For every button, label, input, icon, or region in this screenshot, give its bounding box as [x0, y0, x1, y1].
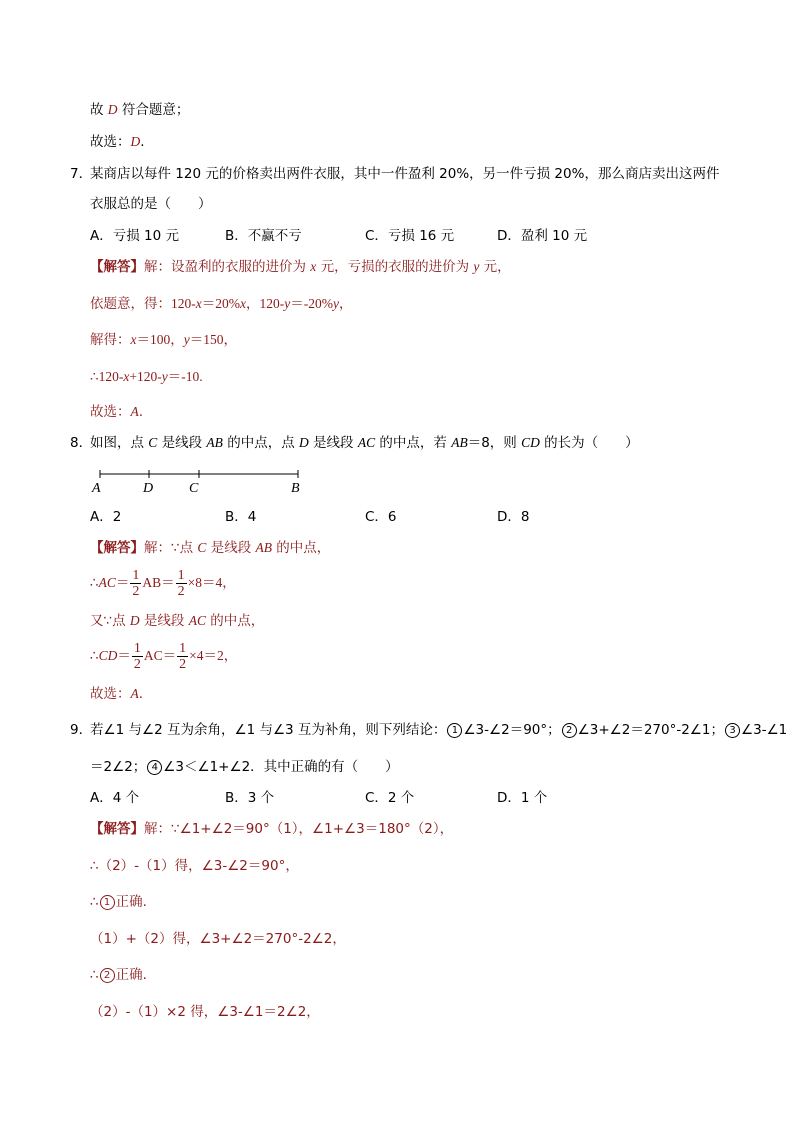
- circled-number-3: 3: [725, 723, 740, 738]
- q7-option-b: B．不赢不亏: [225, 228, 302, 244]
- fraction-one-half: $\frac{1}{2}$: [132, 567, 140, 599]
- q9-stem-line1: 若∠1 与∠2 互为余角，∠1 与∠3 互为补角，则下列结论： 1 ∠3-∠2＝90°； 2 ∠3+∠2＝270°-2∠1； 3 ∠3-∠1: [90, 722, 788, 738]
- q9-option-c: C．2 个: [365, 790, 415, 806]
- label-c: C: [189, 481, 199, 496]
- q8-solution-line4: ∴CD＝ $\frac{1}{2}$ AC＝ $\frac{1}{2}$ ×4＝2，: [90, 640, 238, 672]
- q8-option-c: C．6: [365, 509, 397, 525]
- q7-stem-line2: 衣服总的是（ ）: [90, 196, 212, 212]
- label-b: B: [291, 481, 300, 496]
- q7-answer: 故选：A.: [90, 404, 144, 420]
- q8-option-a: A．2: [90, 509, 122, 525]
- fraction-one-half: $\frac{1}{2}$: [133, 640, 141, 672]
- q7-solution-tag: 【解答】: [90, 259, 144, 275]
- q8-solution-line1: 【解答】解：∵点 C 是线段 AB 的中点，: [90, 540, 331, 556]
- q9-solution-line5: ∴ 2 正确.: [90, 967, 147, 983]
- q7-option-d: D．盈利 10 元: [497, 228, 588, 244]
- circled-number-4: 4: [147, 760, 162, 775]
- circled-number-2: 2: [562, 723, 577, 738]
- q7-number: 7．: [70, 166, 93, 182]
- q7-solution-line2: 依题意，得：120-x＝20%x，120-y＝-20%y，: [90, 296, 353, 312]
- q9-option-d: D．1 个: [497, 790, 548, 806]
- circled-number-2: 2: [100, 968, 115, 983]
- circled-number-1: 1: [100, 895, 115, 910]
- q9-option-a: A．4 个: [90, 790, 140, 806]
- q8-solution-line2: ∴AC＝ $\frac{1}{2}$ AB＝ $\frac{1}{2}$ ×8＝4，: [90, 567, 236, 599]
- label-d: D: [143, 481, 154, 496]
- q7-solution-line3: 解得：x＝100，y＝150，: [90, 332, 237, 348]
- q9-solution-line4: （1）+（2）得，∠3+∠2＝270°-2∠2，: [90, 931, 346, 947]
- q9-number: 9．: [70, 722, 93, 738]
- q9-option-b: B．3 个: [225, 790, 275, 806]
- q8-solution-line3: 又∵点 D 是线段 AC 的中点，: [90, 613, 265, 629]
- fraction-one-half: $\frac{1}{2}$: [177, 567, 185, 599]
- q9-solution-line1: 【解答】解：∵∠1+∠2＝90°（1），∠1+∠3＝180°（2），: [90, 821, 454, 837]
- q8-option-b: B．4: [225, 509, 257, 525]
- q9-stem-line2: ＝2∠2； 4 ∠3＜∠1+∠2．其中正确的有（ ）: [90, 759, 399, 775]
- q7-option-c: C．亏损 16 元: [365, 228, 455, 244]
- q8-solution-tag: 【解答】: [90, 540, 144, 556]
- q8-segment-figure: [88, 464, 318, 496]
- q7-solution-line4: ∴120-x+120-y＝-10.: [90, 369, 203, 384]
- q9-solution-line2: ∴（2）-（1）得，∠3-∠2＝90°，: [90, 858, 299, 874]
- prev-conclusion: 故 D 符合题意；: [90, 102, 190, 118]
- q9-solution-line6: （2）-（1）×2 得，∠3-∠1＝2∠2，: [90, 1004, 320, 1020]
- q8-answer: 故选：A.: [90, 686, 144, 702]
- circled-number-1: 1: [447, 723, 462, 738]
- q8-stem: 如图，点 C 是线段 AB 的中点，点 D 是线段 AC 的中点，若 AB＝8，则 CD 的长为（ ）: [90, 435, 639, 451]
- q8-option-d: D．8: [497, 509, 530, 525]
- q7-stem-line1: 某商店以每件 120 元的价格卖出两件衣服，其中一件盈利 20%，另一件亏损 20%，那么商店卖出这两件: [90, 166, 720, 182]
- prev-answer: 故选：D.: [90, 134, 145, 150]
- fraction-one-half: $\frac{1}{2}$: [179, 640, 187, 672]
- q7-solution-line1: 【解答】解：设盈利的衣服的进价为 x 元，亏损的衣服的进价为 y 元，: [90, 259, 511, 275]
- q8-number: 8．: [70, 435, 93, 451]
- q9-solution-line3: ∴ 1 正确.: [90, 894, 147, 910]
- label-a: A: [92, 481, 101, 496]
- q9-solution-tag: 【解答】: [90, 821, 144, 837]
- q7-option-a: A．亏损 10 元: [90, 228, 179, 244]
